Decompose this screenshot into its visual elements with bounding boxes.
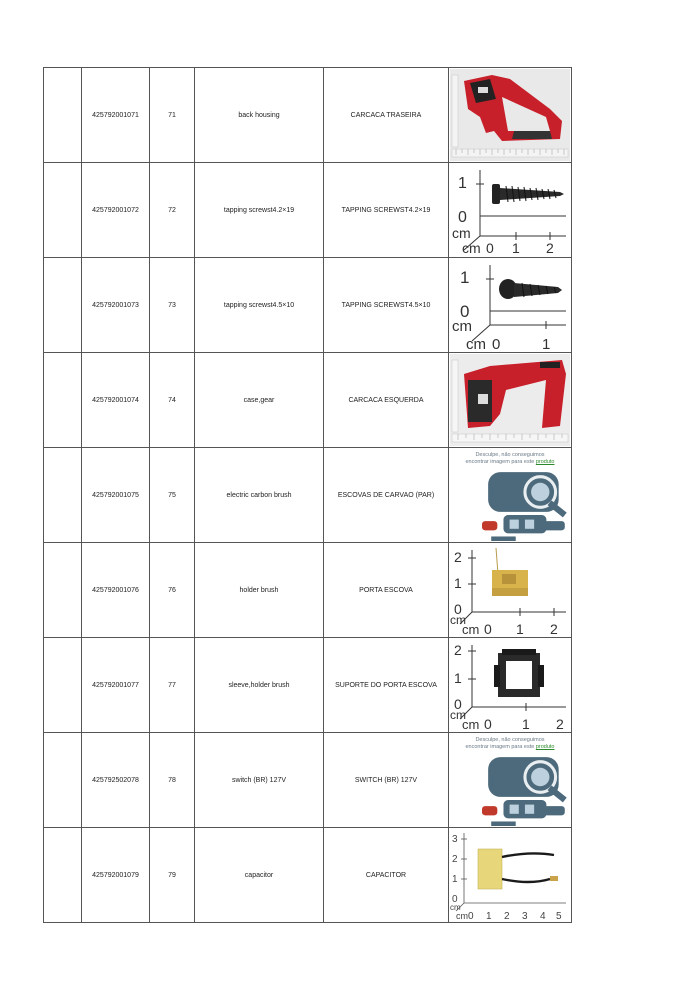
blank-cell xyxy=(44,638,82,733)
y-tick: 1 xyxy=(460,268,470,287)
y-tick: 2 xyxy=(454,642,462,658)
x-tick: 0 xyxy=(468,911,474,921)
part-code: 425792001075 xyxy=(82,448,150,543)
x-tick: 2 xyxy=(504,911,510,921)
part-name-pt: SUPORTE DO PORTA ESCOVA xyxy=(324,638,449,733)
gear-case-photo xyxy=(450,354,570,446)
part-image-cell xyxy=(449,543,572,638)
blank-cell xyxy=(44,733,82,828)
y-tick: 1 xyxy=(454,575,462,591)
unit-label: cm xyxy=(450,903,461,912)
y-tick: 0 xyxy=(460,302,470,321)
part-name-pt: CARCACA ESQUERDA xyxy=(324,353,449,448)
part-name-en: switch (BR) 127V xyxy=(195,733,324,828)
y-tick: 3 xyxy=(452,834,458,845)
position-number: 74 xyxy=(150,353,195,448)
robot-icon xyxy=(468,754,570,826)
part-name-pt: CAPACITOR xyxy=(324,828,449,923)
placeholder-link: produto xyxy=(535,459,555,465)
y-tick: 0 xyxy=(454,601,462,617)
part-name-en: tapping screwst4.2×19 xyxy=(195,163,324,258)
y-tick: 1 xyxy=(452,874,458,885)
position-number: 75 xyxy=(150,448,195,543)
position-number: 76 xyxy=(150,543,195,638)
x-tick: 1 xyxy=(522,716,530,731)
part-name-en: electric carbon brush xyxy=(195,448,324,543)
position-number: 78 xyxy=(150,733,195,828)
position-number: 77 xyxy=(150,638,195,733)
y-tick: 0 xyxy=(458,209,467,226)
part-code: 425792001071 xyxy=(82,68,150,163)
capacitor-photo xyxy=(450,829,570,921)
unit-label: cm xyxy=(462,622,480,636)
x-tick: 3 xyxy=(522,911,528,921)
placeholder-line: encontrar imagem para este xyxy=(465,744,535,750)
part-name-pt: TAPPING SCREWST4.5×10 xyxy=(324,258,449,353)
table-row xyxy=(44,638,572,733)
blank-cell xyxy=(44,258,82,353)
part-code: 425792001079 xyxy=(82,828,150,923)
blank-cell xyxy=(44,163,82,258)
placeholder-message xyxy=(450,452,570,466)
back-housing-photo xyxy=(450,69,570,161)
parts-table xyxy=(43,67,572,923)
unit-label: cm xyxy=(450,708,466,722)
unit-label: cm xyxy=(450,613,466,627)
part-image-cell xyxy=(449,448,572,543)
x-tick: 0 xyxy=(492,336,501,351)
blank-cell xyxy=(44,448,82,543)
part-image-cell xyxy=(449,163,572,258)
blank-cell xyxy=(44,68,82,163)
part-name-en: sleeve,holder brush xyxy=(195,638,324,733)
position-number: 71 xyxy=(150,68,195,163)
table-row xyxy=(44,258,572,353)
y-tick: 0 xyxy=(454,696,462,712)
placeholder-line: Desculpe, não conseguimos xyxy=(475,452,545,458)
part-name-pt: PORTA ESCOVA xyxy=(324,543,449,638)
position-number: 73 xyxy=(150,258,195,353)
table-row xyxy=(44,543,572,638)
part-image-cell xyxy=(449,258,572,353)
x-tick: 1 xyxy=(512,240,520,256)
part-code: 425792001073 xyxy=(82,258,150,353)
part-code: 425792001077 xyxy=(82,638,150,733)
unit-label: cm xyxy=(462,240,481,256)
blank-cell xyxy=(44,828,82,923)
part-name-en: holder brush xyxy=(195,543,324,638)
part-image-cell xyxy=(449,68,572,163)
part-name-pt: ESCOVAS DE CARVAO (PAR) xyxy=(324,448,449,543)
part-code: 425792001072 xyxy=(82,163,150,258)
x-tick: 2 xyxy=(546,240,554,256)
part-image-cell xyxy=(449,733,572,828)
y-tick: 1 xyxy=(458,175,467,192)
placeholder-line: encontrar imagem para este xyxy=(465,459,535,465)
part-image-cell xyxy=(449,638,572,733)
placeholder-message xyxy=(450,737,570,751)
x-tick: 4 xyxy=(540,911,546,921)
placeholder-link: produto xyxy=(535,744,555,750)
part-code: 425792001074 xyxy=(82,353,150,448)
position-number: 79 xyxy=(150,828,195,923)
part-code: 425792001076 xyxy=(82,543,150,638)
unit-label: cm xyxy=(452,225,471,241)
no-image-placeholder xyxy=(450,449,570,541)
y-tick: 0 xyxy=(452,894,458,905)
x-tick: 0 xyxy=(486,240,494,256)
part-name-en: back housing xyxy=(195,68,324,163)
part-name-en: case,gear xyxy=(195,353,324,448)
part-name-pt: TAPPING SCREWST4.2×19 xyxy=(324,163,449,258)
unit-label: cm xyxy=(456,911,468,921)
table-row xyxy=(44,828,572,923)
brass-brush-holder-photo xyxy=(450,544,570,636)
x-tick: 5 xyxy=(556,911,562,921)
x-tick: 0 xyxy=(484,716,492,731)
tapping-screw-photo xyxy=(450,164,570,256)
part-name-en: capacitor xyxy=(195,828,324,923)
placeholder-line: Desculpe, não conseguimos xyxy=(475,737,545,743)
black-brush-sleeve-photo xyxy=(450,639,570,731)
table-row xyxy=(44,353,572,448)
blank-cell xyxy=(44,543,82,638)
unit-label: cm xyxy=(452,318,472,335)
unit-label: cm xyxy=(466,336,486,351)
x-tick: 2 xyxy=(550,621,558,636)
part-image-cell xyxy=(449,353,572,448)
y-tick: 2 xyxy=(454,549,462,565)
no-image-placeholder xyxy=(450,734,570,826)
x-tick: 1 xyxy=(542,336,551,351)
part-image-cell xyxy=(449,828,572,923)
position-number: 72 xyxy=(150,163,195,258)
part-code: 425792502078 xyxy=(82,733,150,828)
x-tick: 0 xyxy=(484,621,492,636)
x-tick: 1 xyxy=(486,911,492,921)
table-row xyxy=(44,68,572,163)
table-row xyxy=(44,163,572,258)
x-tick: 1 xyxy=(516,621,524,636)
part-name-pt: CARCACA TRASEIRA xyxy=(324,68,449,163)
part-name-pt: SWITCH (BR) 127V xyxy=(324,733,449,828)
part-name-en: tapping screwst4.5×10 xyxy=(195,258,324,353)
table-row xyxy=(44,448,572,543)
robot-icon xyxy=(468,469,570,541)
table-row xyxy=(44,733,572,828)
short-screw-photo xyxy=(450,259,570,351)
x-tick: 2 xyxy=(556,716,564,731)
y-tick: 2 xyxy=(452,854,458,865)
y-tick: 1 xyxy=(454,670,462,686)
blank-cell xyxy=(44,353,82,448)
unit-label: cm xyxy=(462,717,480,731)
